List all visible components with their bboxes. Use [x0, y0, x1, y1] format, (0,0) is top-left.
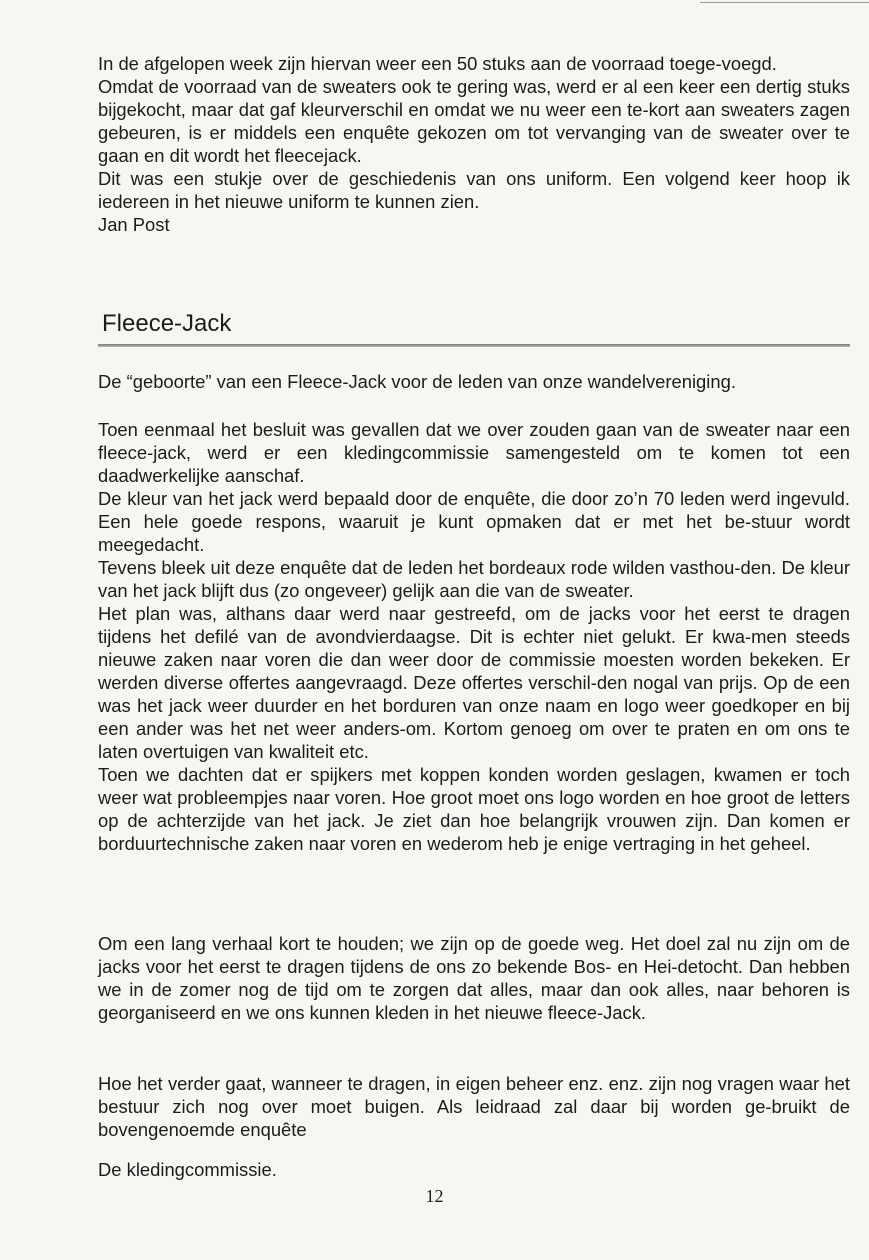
article-paragraph: Om een lang verhaal kort te houden; we zijn op de goede weg. Het doel zal nu zijn om de jacks voor het eerst te dragen tijdens de ons zo bekende Bos- en Hei-detocht. Dan hebben we in de zomer nog de tijd om te zorgen dat alles, maar dan ook alles, naar behoren is georganiseerd en we ons kunnen kleden in het nieuwe fleece-Jack.: [98, 933, 850, 1023]
closing-signature: De kledingcommissie.: [98, 1159, 277, 1180]
subtitle-text: De “geboorte” van een Fleece-Jack voor de leden van onze wandelvereniging.: [98, 371, 736, 392]
article-paragraph: De kleur van het jack werd bepaald door de enquête, die door zo’n 70 leden werd ingevuld. Een hele goede respons, waaruit je kunt opmaken dat er met het be-stuur wordt meegedacht.: [98, 488, 850, 555]
article-section-2: [98, 932, 850, 1024]
article-paragraph: Toen eenmaal het besluit was gevallen dat we over zouden gaan van de sweater naar een fleece-jack, werd er een kledingcommissie samengesteld om te komen tot een daadwerkelijke aanschaf.: [98, 419, 850, 486]
scan-edge-line: [700, 2, 869, 3]
intro-paragraph: Omdat de voorraad van de sweaters ook te gering was, werd er al een keer een dertig stuks bijgekocht, maar dat gaf kleurverschil en omdat we nu weer een te-kort aan sweaters zagen gebeuren, is er middels een enquête gekozen om tot vervanging van de sweater over te gaan en dit wordt het fleecejack.: [98, 76, 850, 166]
article-paragraph: Hoe het verder gaat, wanneer te dragen, in eigen beheer enz. enz. zijn nog vragen waar het bestuur zich nog over moet buigen. Als leidraad zal daar bij worden ge-bruikt de bovengenoemde enquête: [98, 1073, 850, 1140]
title-underline: [98, 344, 850, 347]
article-section-1: [98, 418, 850, 855]
article-title: Fleece-Jack: [102, 310, 232, 337]
intro-block: [98, 52, 850, 236]
page-number: 12: [425, 1186, 444, 1206]
article-paragraph: Tevens bleek uit deze enquête dat de leden het bordeaux rode wilden vasthou-den. De kleur van het jack blijft dus (zo ongeveer) gelijk aan die van de sweater.: [98, 557, 850, 601]
article-paragraph: Het plan was, althans daar werd naar gestreefd, om de jacks voor het eerst te dragen tijdens het defilé van de avondvierdaagse. Dit is echter niet gelukt. Er kwa-men steeds nieuwe zaken naar voren die dan weer door de commissie moesten worden bekeken. Er werden diverse offertes aangevraagd. Deze offertes verschil-den nogal van prijs. Op de een was het jack weer duurder en het borduren van onze naam en logo weer goedkoper en bij een ander was het net weer anders-om. Kortom genoeg om over te praten en om ons te laten overtuigen van kwaliteit etc.: [98, 603, 850, 762]
article-section-3: [98, 1072, 850, 1141]
signature: Jan Post: [98, 214, 170, 235]
article-paragraph: Toen we dachten dat er spijkers met koppen konden worden geslagen, kwamen er toch weer wat probleempjes naar voren. Hoe groot moet ons logo worden en hoe groot de letters op de achterzijde van het jack. Je ziet dan hoe belangrijk vrouwen zijn. Dan komen er borduurtechnische zaken naar voren en wederom heb je enige vertraging in het geheel.: [98, 764, 850, 854]
intro-paragraph: Dit was een stukje over de geschiedenis van ons uniform. Een volgend keer hoop ik iedereen in het nieuwe uniform te kunnen zien.: [98, 168, 850, 212]
closing-block: [98, 1158, 850, 1181]
article-subtitle: [98, 370, 850, 393]
intro-paragraph: In de afgelopen week zijn hiervan weer een 50 stuks aan de voorraad toege-voegd.: [98, 53, 777, 74]
